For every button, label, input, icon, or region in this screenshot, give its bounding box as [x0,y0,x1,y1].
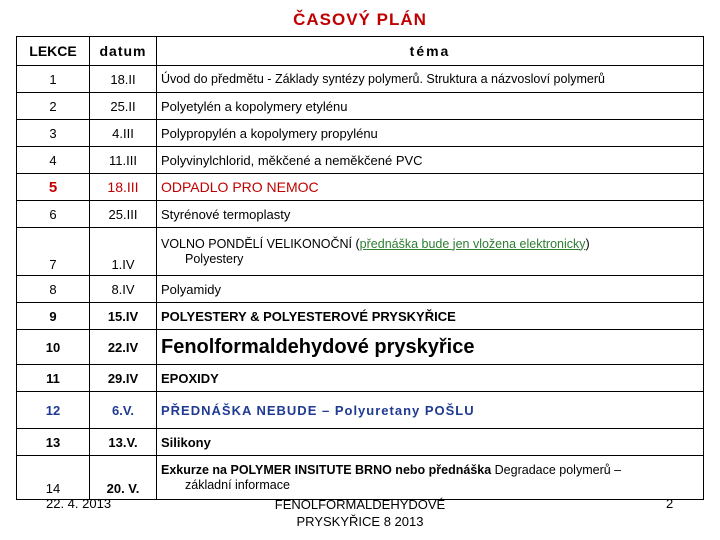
row-tema: Styrénové termoplasty [157,201,704,228]
row-lekce: 4 [17,147,90,174]
table-row [17,147,704,174]
row-datum: 29.IV [90,365,157,392]
row-tema [157,228,704,276]
header-tema: téma [157,37,704,66]
table-row [17,456,704,500]
footer-date: 22. 4. 2013 [46,496,112,511]
row-datum: 8.IV [90,276,157,303]
row-tema [157,392,704,429]
row-tema-bold: PŘEDNÁŠKA NEBUDE – [161,402,335,418]
row-tema: Polyetylén a kopolymery etylénu [157,93,704,120]
row-tema: Polyamidy [157,276,704,303]
row-lekce: 3 [17,120,90,147]
table-row [17,174,704,201]
row-tema: POLYESTERY & POLYESTEROVÉ PRYSKYŘICE [157,303,704,330]
page-title: ČASOVÝ PLÁN [293,10,427,29]
header-lekce: LEKCE [17,37,90,66]
row-datum: 25.II [90,93,157,120]
row-tema-suffix: ) [585,236,590,251]
row-datum: 22.IV [90,330,157,365]
row-datum: 6.V. [90,392,157,429]
row-datum: 13.V. [90,429,157,456]
row-lekce: 8 [17,276,90,303]
schedule-table [16,36,704,500]
row-datum: 1.IV [90,228,157,276]
row-tema: Polyvinylchlorid, měkčené a neměkčené PVC [157,147,704,174]
row-lekce: 6 [17,201,90,228]
row-datum: 18.III [90,174,157,201]
row-lekce: 9 [17,303,90,330]
table-row [17,66,704,93]
row-lekce: 2 [17,93,90,120]
row-tema: ODPADLO PRO NEMOC [157,174,704,201]
row-lekce: 12 [17,392,90,429]
row-tema-line2: základní informace [185,477,290,492]
footer-title-line1: FENOLFORMALDEHYDOVÉ [274,497,446,512]
row-tema-bold: Exkurze na POLYMER INSITUTE BRNO nebo přednáška [161,462,492,477]
row-datum: 18.II [90,66,157,93]
table-row [17,330,704,365]
table-row [17,93,704,120]
table-header-row [17,37,704,66]
row-lekce: 14 [17,456,90,500]
row-tema-prefix: VOLNO PONDĚLÍ VELIKONOČNÍ ( [161,236,360,251]
page-number: 2 [666,496,674,511]
row-lekce: 1 [17,66,90,93]
row-datum: 11.III [90,147,157,174]
row-lekce: 11 [17,365,90,392]
table-row [17,120,704,147]
electronic-lecture-link[interactable]: přednáška bude jen vložena elektronicky [359,236,586,251]
footer-title [250,496,470,530]
row-tema: Úvod do předmětu - Základy syntézy polymerů. Struktura a názvosloví polymerů [157,66,704,93]
table-row [17,303,704,330]
row-tema-line2: Polyestery [185,251,244,266]
row-lekce: 7 [17,228,90,276]
table-row [17,392,704,429]
row-tema-rest: Polyuretany POŠLU [334,402,475,418]
table-row [17,201,704,228]
header-datum: datum [90,37,157,66]
row-tema: EPOXIDY [157,365,704,392]
row-tema: Fenolformaldehydové pryskyřice [157,330,704,365]
footer-title-line2: PRYSKYŘICE 8 2013 [296,514,424,529]
row-datum: 4.III [90,120,157,147]
row-tema: Silikony [157,429,704,456]
row-lekce: 10 [17,330,90,365]
table-row [17,365,704,392]
row-tema-rest: Degradace polymerů – [491,462,622,477]
row-datum: 20. V. [90,456,157,500]
row-datum: 25.III [90,201,157,228]
table-row [17,276,704,303]
row-lekce: 13 [17,429,90,456]
row-datum: 15.IV [90,303,157,330]
row-tema [157,456,704,500]
row-tema: Polypropylén a kopolymery propylénu [157,120,704,147]
table-row [17,429,704,456]
table-row [17,228,704,276]
row-lekce: 5 [17,174,90,201]
